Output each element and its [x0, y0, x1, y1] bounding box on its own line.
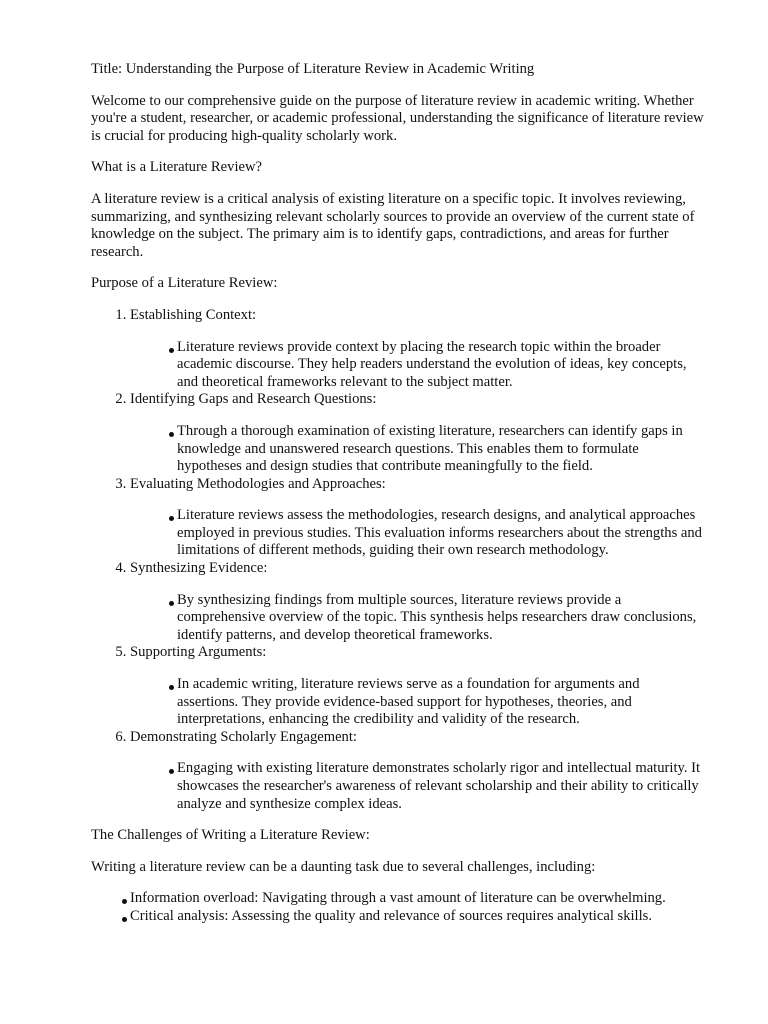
purpose-detail-list — [130, 676, 708, 729]
intro-paragraph: Welcome to our comprehensive guide on the purpose of literature review in academic writing. Whether you're a student, researcher, or academic professional, understanding the significance of literature review is crucial for producing high-quality scholarly work. — [91, 92, 704, 144]
definition-paragraph: A literature review is a critical analysis of existing literature on a specific topic. It involves reviewing, summarizing, and synthesizing relevant scholarly sources to provide an overview of the current state of knowledge on the subject. The primary aim is to identify gaps, contradictions, and areas for further research. — [91, 190, 695, 260]
purpose-detail-list — [130, 339, 708, 392]
purpose-list — [91, 307, 708, 813]
purpose-detail: By synthesizing findings from multiple sources, literature reviews provide a comprehensive overview of the topic. This synthesis helps researchers draw conclusions, identify patterns, and develop theoretical frameworks. — [168, 592, 703, 645]
purpose-label: 6. Demonstrating Scholarly Engagement: — [130, 728, 357, 745]
purpose-detail-list — [130, 423, 708, 476]
purpose-label: 5. Supporting Arguments: — [130, 644, 267, 661]
purpose-detail: Engaging with existing literature demonstrates scholarly rigor and intellectual maturity. It showcases the researcher's awareness of relevant scholarship and their ability to critically analyze and synthesize complex ideas. — [168, 760, 703, 813]
purpose-item — [130, 729, 708, 813]
challenge-item: Information overload: Navigating through a vast amount of literature can be overwhelming. — [121, 890, 708, 908]
purpose-detail-list — [130, 760, 708, 813]
purpose-detail: In academic writing, literature reviews serve as a foundation for arguments and assertions. They provide evidence-based support for hypotheses, theories, and interpretations, enhancing the credibility and validity of the research. — [168, 676, 703, 729]
purpose-item — [130, 560, 708, 644]
challenges-intro: Writing a literature review can be a daunting task due to several challenges, including: — [91, 858, 596, 875]
purpose-item — [130, 307, 708, 391]
purpose-item — [130, 391, 708, 475]
purpose-detail-list — [130, 507, 708, 560]
challenges-list — [91, 890, 708, 925]
purpose-detail: Literature reviews assess the methodologies, research designs, and analytical approaches employed in previous studies. This evaluation informs researchers about the strengths and limitations of different methods, guiding their own research methodology. — [168, 507, 703, 560]
purpose-detail-list — [130, 592, 708, 645]
what-is-heading: What is a Literature Review? — [91, 159, 262, 176]
purpose-label: 1. Establishing Context: — [130, 306, 257, 323]
purpose-detail: Through a thorough examination of existing literature, researchers can identify gaps in knowledge and unanswered research questions. This enables them to formulate hypotheses and design studies that contribute meaningfully to the field. — [168, 423, 703, 476]
challenges-heading: The Challenges of Writing a Literature Review: — [91, 827, 370, 844]
purpose-item — [130, 644, 708, 728]
purpose-heading: Purpose of a Literature Review: — [91, 275, 278, 292]
document-title: Title: Understanding the Purpose of Literature Review in Academic Writing — [91, 61, 535, 77]
purpose-label: 2. Identifying Gaps and Research Questions: — [130, 391, 377, 408]
purpose-item — [130, 476, 708, 560]
purpose-label: 4. Synthesizing Evidence: — [130, 560, 268, 577]
purpose-detail: Literature reviews provide context by placing the research topic within the broader academic discourse. They help readers understand the evolution of ideas, key concepts, and theoretical frameworks relevant to the subject matter. — [168, 339, 703, 392]
purpose-label: 3. Evaluating Methodologies and Approaches: — [130, 475, 386, 492]
challenge-item: Critical analysis: Assessing the quality and relevance of sources requires analytical skills. — [121, 908, 708, 926]
